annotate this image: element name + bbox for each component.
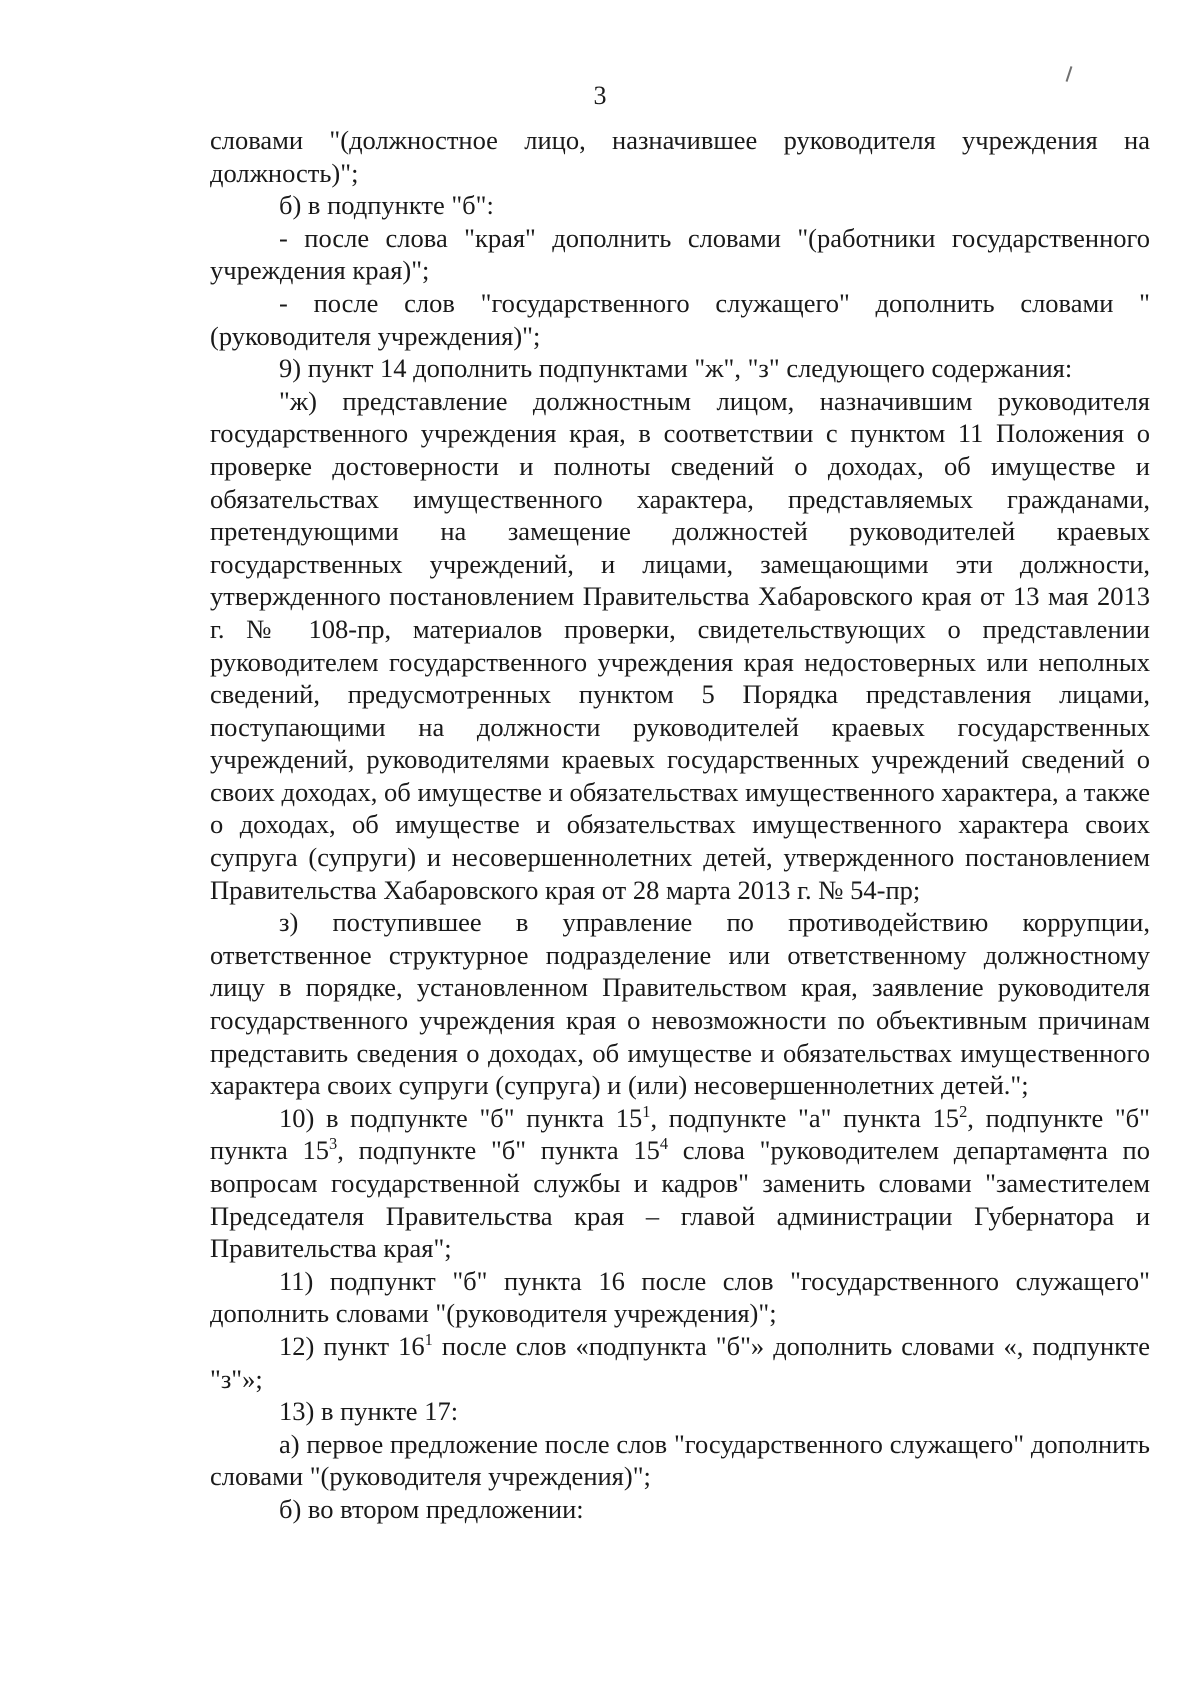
paragraph [210, 1102, 1150, 1265]
paragraph: - после слов "государственного служащего" дополнить словами "(руководителя учреждения)"; [210, 287, 1150, 351]
paragraph: словами "(должностное лицо, назначившее руководителя учреждения на должность)"; [210, 125, 1150, 188]
superscript: 4 [659, 1134, 669, 1154]
paragraph: 11) подпункт "б" пункта 16 после слов "государственного служащего" дополнить словами "(руководителя учреждения)"; [210, 1265, 1150, 1329]
paragraph: - после слова "края" дополнить словами "(работники государственного учреждения края)"; [210, 222, 1150, 286]
paragraph: 9) пункт 14 дополнить подпунктами "ж", "з" следующего содержания: [279, 353, 1073, 384]
superscript: 1 [642, 1101, 651, 1121]
text-run: 12) пункт 16 [279, 1330, 425, 1361]
paragraph: б) в подпункте "б": [279, 190, 494, 221]
paragraph: 13) в пункте 17: [279, 1396, 459, 1427]
text-run: после слов «подпункта "б"» дополнить словами «, подпункте "з"»; [210, 1330, 1150, 1394]
paragraph: б) во втором предложении: [279, 1493, 584, 1524]
superscript: 2 [959, 1101, 968, 1121]
superscript: 3 [329, 1134, 338, 1154]
page-number: 3 [593, 81, 607, 110]
document-body [210, 124, 1150, 1526]
paragraph: з) поступившее в управление по противодействию коррупции, ответственное структурное подразделение или ответственному должностному лицу в порядке, установленном Правительством края, заявление руководителя государственного учреждения края о невозможности по объективным причинам представить сведения о доходах, об имуществе и обязательствах имущественного характера своих супруги (супруга) и (или) несовершеннолетних детей."; [210, 907, 1150, 1101]
text-run: , подпункте "б" пункта 15 [210, 1102, 1150, 1166]
superscript: 1 [424, 1330, 433, 1350]
paragraph: "ж) представление должностным лицом, назначившим руководителя государственного учреждения края, в соответствии с пунктом 11 Положения о проверке достоверности и полноты сведений о доходах, об имуществе и обязательствах имущественного характера, представляемых гражданами, претендующими на замещение должностей руководителей краевых государственных учреждений, и лицами, замещающими эти должности, утвержденного постановлением Правительства Хабаровского края от 13 мая 2013 г. № 108-пр, материалов проверки, свидетельствующих о представлении руководителем государственного учреждения края недостоверных или неполных сведений, предусмотренных пунктом 5 Порядка представления лицами, поступающими на должности руководителей краевых государственных учреждений, руководителями краевых государственных учреждений сведений о своих доходах, об имуществе и обязательствах имущественного характера, а также о доходах, об имуществе и обязательствах имущественного характера своих супруга (супруги) и несовершеннолетних детей, утвержденного постановлением Правительства Хабаровского края от 28 марта 2013 г. № 54-пр; [210, 385, 1150, 905]
text-run: слова "руководителем департамента по вопросам государственной службы и кадров" заменить словами "заместителем Председателя Правительства края – главой администрации Губернатора и Правительства края"; [210, 1135, 1150, 1264]
paragraph [210, 1330, 1150, 1395]
text-run: 10) в подпункте "б" пункта 15 [279, 1102, 643, 1133]
text-run: , подпункте "б" пункта 15 [337, 1135, 660, 1166]
paragraph: а) первое предложение после слов "государственного служащего" дополнить словами "(руководителя учреждения)"; [210, 1428, 1150, 1492]
text-run: , подпункте "а" пункта 15 [650, 1102, 960, 1133]
